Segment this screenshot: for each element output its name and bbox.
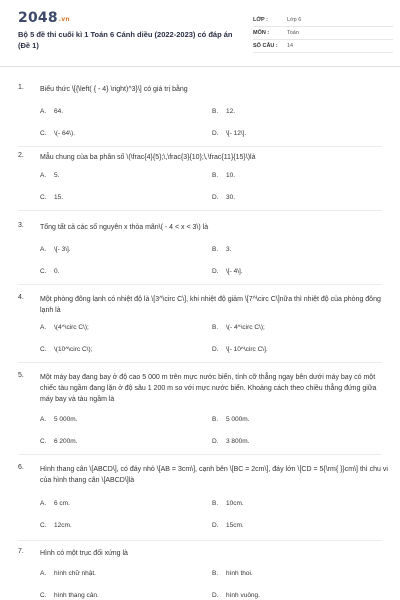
option-letter: B. — [212, 172, 219, 179]
option-letter: B. — [212, 500, 219, 507]
meta-key: MÔN : — [253, 30, 270, 36]
option-letter: B. — [212, 324, 219, 331]
site-logo[interactable] — [18, 10, 70, 26]
question-number: 2. — [18, 152, 24, 159]
option-letter: C. — [40, 346, 47, 353]
option-b[interactable] — [212, 416, 250, 423]
option-text: 5. — [54, 172, 60, 179]
meta-key: SỐ CÂU : — [253, 43, 278, 49]
option-text: 64. — [54, 108, 64, 115]
option-c[interactable] — [40, 438, 78, 445]
option-letter: D. — [212, 268, 219, 275]
option-letter: D. — [212, 522, 219, 529]
option-a[interactable] — [40, 500, 70, 507]
option-a[interactable] — [40, 570, 96, 577]
meta-key: LỚP : — [253, 17, 268, 23]
option-letter: A. — [40, 324, 47, 331]
option-letter: C. — [40, 592, 47, 599]
option-b[interactable] — [212, 108, 235, 115]
option-a[interactable] — [40, 246, 71, 253]
question-text: Một máy bay đang bay ở độ cao 5 000 m trên mực nước biển, tính cỡ thẳng ngay bên dưới máy bay có một chiếc tàu ngầm đang lặn ở độ sâu 1 200 m so với mực nước biển. Khoảng cách theo chiều thẳng đứng giữa máy bay và tàu ngầm là — [40, 374, 377, 403]
option-text: \(- 64\). — [54, 130, 75, 137]
option-d[interactable] — [212, 130, 246, 137]
divider — [18, 210, 382, 211]
meta-value: Toán — [287, 30, 299, 36]
option-d[interactable] — [212, 438, 250, 445]
option-c[interactable] — [40, 592, 99, 599]
option-d[interactable] — [212, 268, 243, 275]
option-text: \[- 3\]. — [54, 246, 71, 253]
option-letter: C. — [40, 268, 47, 275]
option-letter: B. — [212, 108, 219, 115]
question-number: 1. — [18, 84, 24, 91]
option-letter: D. — [212, 592, 219, 599]
option-text: \(4^\circ C\); — [54, 324, 89, 331]
divider — [18, 362, 382, 363]
option-text: 15. — [54, 194, 64, 201]
option-c[interactable] — [40, 346, 92, 353]
option-letter: C. — [40, 438, 47, 445]
option-letter: D. — [212, 438, 219, 445]
option-a[interactable] — [40, 416, 78, 423]
option-letter: D. — [212, 346, 219, 353]
question-number: 6. — [18, 464, 24, 471]
option-text: 0. — [54, 268, 60, 275]
option-text: 15cm. — [226, 522, 244, 529]
meta-row-class — [253, 14, 393, 27]
question-text: Hình thang cân \[ABCD\], có đáy nhỏ \[AB = 3cm\], cạnh bên \[BC = 2cm\], đáy lớn \[CD = 5{\rm{ }}cm\] thì chu vi của hình thang cân \[ABCD\]là — [40, 466, 388, 484]
question-number: 3. — [18, 222, 24, 229]
option-a[interactable] — [40, 324, 89, 331]
option-letter: B. — [212, 246, 219, 253]
option-text: 30. — [226, 194, 236, 201]
option-text: 5 000m. — [54, 416, 78, 423]
divider — [18, 540, 382, 541]
option-letter: B. — [212, 570, 219, 577]
question-number: 7. — [18, 548, 24, 555]
meta-table — [253, 14, 393, 53]
option-c[interactable] — [40, 268, 59, 275]
option-d[interactable] — [212, 346, 268, 353]
option-text: 12cm. — [54, 522, 72, 529]
option-text: \(- 4^\circ C\); — [226, 324, 265, 331]
option-b[interactable] — [212, 570, 253, 577]
option-text: hình thang cân. — [54, 592, 99, 599]
divider — [18, 454, 382, 455]
option-b[interactable] — [212, 172, 235, 179]
option-letter: A. — [40, 416, 47, 423]
option-d[interactable] — [212, 592, 260, 599]
option-d[interactable] — [212, 522, 244, 529]
option-b[interactable] — [212, 324, 265, 331]
option-c[interactable] — [40, 194, 63, 201]
option-letter: D. — [212, 130, 219, 137]
option-text: 12. — [226, 108, 236, 115]
option-letter: A. — [40, 500, 47, 507]
option-b[interactable] — [212, 246, 231, 253]
option-letter: A. — [40, 570, 47, 577]
option-text: hình chữ nhật. — [54, 570, 96, 577]
option-text: \(10^\circ C\); — [54, 346, 93, 353]
question-text: Biểu thức \[{\left( { - 4} \right)^3}\] có giá trị bằng — [40, 86, 188, 93]
option-text: hình vuông. — [226, 592, 260, 599]
question-text: Một phòng đông lạnh có nhiệt độ là \[3^\circ C\], khi nhiệt độ giảm \[7^\circ C\]nữa thì nhiệt độ của phòng đông lạnh là — [40, 296, 381, 314]
option-text: \[- 12\]. — [226, 130, 247, 137]
option-text: 10. — [226, 172, 236, 179]
option-text: 3 800m. — [226, 438, 250, 445]
option-text: 3. — [226, 246, 232, 253]
divider — [18, 146, 382, 147]
option-b[interactable] — [212, 500, 244, 507]
option-letter: C. — [40, 194, 47, 201]
logo-main: 2048 — [18, 10, 58, 26]
question-text: Mẫu chung của ba phân số \(\frac{4}{5};\,\frac{3}{10};\,\frac{11}{15}\)là — [40, 154, 256, 161]
option-letter: A. — [40, 108, 47, 115]
option-letter: C. — [40, 130, 47, 137]
option-letter: D. — [212, 194, 219, 201]
option-letter: A. — [40, 172, 47, 179]
meta-row-count — [253, 40, 393, 53]
divider — [18, 284, 382, 285]
meta-value: Lớp 6 — [287, 17, 302, 23]
option-c[interactable] — [40, 130, 75, 137]
option-text: 5 000m. — [226, 416, 250, 423]
meta-value: 14 — [287, 43, 294, 49]
option-text: 6 cm. — [54, 500, 70, 507]
option-text: 6 200m. — [54, 438, 78, 445]
page-title: Bộ 5 đề thi cuối kì 1 Toán 6 Cánh diều (2022-2023) có đáp án (Đề 1) — [18, 30, 233, 50]
option-text: \[- 4\]. — [226, 268, 243, 275]
option-d[interactable] — [212, 194, 235, 201]
question-text: Tổng tất cả các số nguyên x thỏa mãn\( - 4 < x < 3\) là — [40, 224, 209, 231]
option-a[interactable] — [40, 172, 59, 179]
logo-suffix: .vn — [58, 16, 70, 23]
option-text: hình thoi. — [226, 570, 253, 577]
question-text: Hình có một trục đối xứng là — [40, 550, 128, 557]
option-text: 10cm. — [226, 500, 244, 507]
question-number: 4. — [18, 294, 24, 301]
meta-row-subject — [253, 27, 393, 40]
option-letter: B. — [212, 416, 219, 423]
option-letter: C. — [40, 522, 47, 529]
option-a[interactable] — [40, 108, 63, 115]
option-text: \[- 10^\circ C\]. — [226, 346, 268, 353]
page-header — [0, 0, 400, 67]
question-number: 5. — [18, 372, 24, 379]
option-c[interactable] — [40, 522, 72, 529]
option-letter: A. — [40, 246, 47, 253]
